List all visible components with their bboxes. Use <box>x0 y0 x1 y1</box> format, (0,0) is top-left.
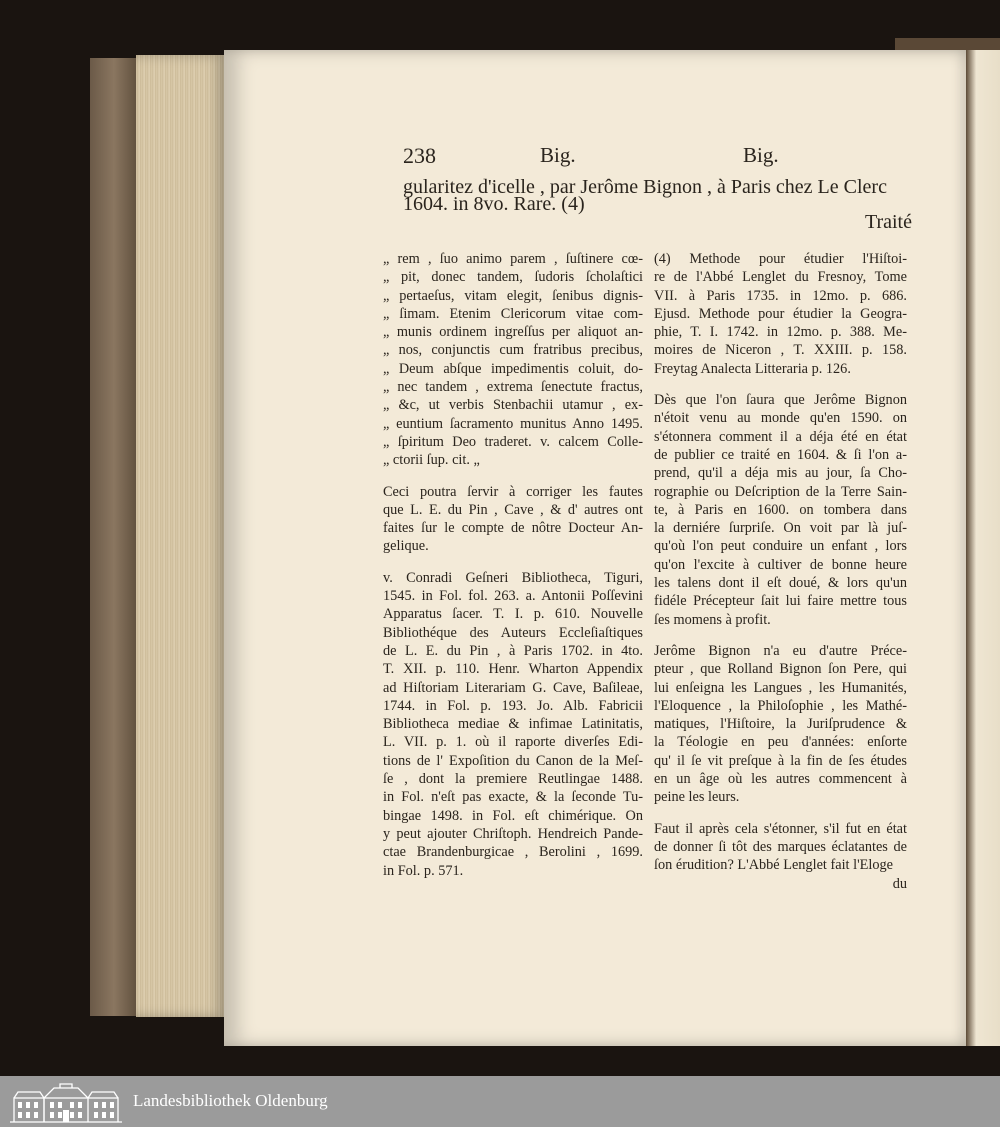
page-stack-edge <box>136 55 226 1017</box>
text-line: te, à Paris en 1600. on tombera dans <box>654 501 907 518</box>
text-line: v. Conradi Geſneri Bibliotheca, Tiguri, <box>383 569 643 586</box>
text-line: T. XII. p. 110. Henr. Wharton Appendix <box>383 661 643 678</box>
text-line: ſon érudition? L'Abbé Lenglet fait l'Eloge <box>654 857 893 874</box>
text-line: „ munis ordinem ingreſſus per aliquot an- <box>383 324 643 341</box>
text-line: ctae Brandenburgicae , Berolini , 1699. <box>383 844 643 861</box>
text-line: bingae 1498. in Fol. eſt chimérique. On <box>383 807 643 824</box>
text-line: peine les leurs. <box>654 789 740 806</box>
catchword-traite: Traité <box>864 211 912 233</box>
text-line: que L. E. du Pin , Cave , & d' autres ont <box>383 501 643 518</box>
paragraph <box>383 483 643 556</box>
text-line: Faut il après cela s'étonner, s'il fut en état <box>654 820 907 837</box>
text-line: la Téologie en peu d'années: enſorte <box>654 734 907 751</box>
library-footer-bar <box>0 1076 1000 1127</box>
text-line: la derniére ſurpriſe. On voit par là juſ- <box>654 520 907 537</box>
text-line: „ nec tandem , extrema ſenectute fractus, <box>383 379 643 396</box>
text-line: Apparatus ſacer. T. I. p. 610. Nouvelle <box>383 606 643 623</box>
text-line: Jerôme Bignon n'a eu d'autre Préce- <box>654 642 907 659</box>
text-line: pteur , que Rolland Bignon ſon Pere, qui <box>654 661 907 678</box>
text-line: 1545. in Fol. fol. 263. a. Antonii Poſſevini <box>383 588 643 605</box>
text-line: „ ſimam. Etenim Clericorum vitae com- <box>383 305 643 322</box>
text-line: fidéle Précepteur ſait lui faire mettre tous <box>654 593 907 610</box>
text-line: re de l'Abbé Lenglet du Fresnoy, Tome <box>654 269 907 286</box>
text-line: in Fol. n'eſt pas exacte, & la ſeconde Tu- <box>383 789 643 806</box>
text-line: „ Deum abſque impedimentis coluit, do- <box>383 360 643 377</box>
text-line: (4) Methode pour étudier l'Hiſtoi- <box>654 251 907 267</box>
text-line: qu'où l'on peut conduire un enfant , lors <box>654 538 907 555</box>
text-line: Bibliothéque des Auteurs Eccleſiaſtiques <box>383 624 643 641</box>
text-line: „ pit, donec tandem, ſudoris ſcholaſtici <box>383 269 643 286</box>
paragraph <box>654 391 907 629</box>
running-head-left: Big. <box>540 143 576 167</box>
text-line: qu' il ſe vit preſque à la fin de ſes études <box>654 752 907 769</box>
text-line: Bibliotheca mediae & infimae Latinitatis, <box>383 716 643 733</box>
book-cover-left <box>90 58 138 1016</box>
text-line: phie, T. I. 1742. in 12mo. p. 388. Me- <box>654 324 907 341</box>
text-line: VII. à Paris 1735. in 12mo. p. 686. <box>654 287 907 304</box>
text-line: moires de Niceron , T. XXIII. p. 158. <box>654 342 907 359</box>
text-line: de L. E. du Pin , à Paris 1702. in 4to. <box>383 642 643 659</box>
text-line: „ euntium ſacramento munitus Anno 1495. <box>383 415 643 432</box>
text-line: les talens dont il eſt doué, & lors qu'un <box>654 575 907 592</box>
text-line: „ nos, conjunctis cum fratribus precibus, <box>383 342 643 359</box>
text-line: gelique. <box>383 538 429 555</box>
text-line: n'étoit venu au monde qu'en 1590. on <box>654 410 907 427</box>
text-line: s'étonnera comment il a déja été en état <box>654 428 907 445</box>
text-line: ſes momens à profit. <box>654 611 771 628</box>
catchword-du: du <box>892 875 907 892</box>
paragraph <box>654 820 907 893</box>
text-line: matiques, l'Hiſtoire, la Juriſprudence & <box>654 716 907 733</box>
text-line: en un âge où les autres commencent à <box>654 771 907 788</box>
text-line: „ pertaeſus, vitam elegit, ſenibus dignis- <box>383 287 643 304</box>
text-line: „ ſpiritum Deo traderet. v. calcem Colle- <box>383 433 643 450</box>
text-line: prend, qu'il a déja mis au jour, ſa Cho- <box>654 465 907 482</box>
library-name: Landesbibliothek Oldenburg <box>133 1091 328 1110</box>
text-line: „ ctorii ſup. cit. „ <box>383 452 480 469</box>
text-line: Ejusd. Methode pour étudier la Geogra- <box>654 305 907 322</box>
paragraph <box>654 250 907 378</box>
page-number: 238 <box>403 143 436 168</box>
text-line: „ &c, ut verbis Stenbachii utamur , ex- <box>383 397 643 414</box>
facing-page-edge <box>966 50 1000 1046</box>
text-line: rographie ou Deſcription de la Terre Sain- <box>654 483 907 500</box>
text-line: L. VII. p. 1. où il raporte diverſes Edi- <box>383 734 643 751</box>
text-line: Dès que l'on ſaura que Jerôme Bignon <box>654 392 907 409</box>
text-line: 1744. in Fol. p. 193. Jo. Alb. Fabricii <box>383 697 643 714</box>
library-building-icon <box>8 1082 124 1124</box>
running-head-right: Big. <box>743 143 779 167</box>
text-line: Freytag Analecta Litteraria p. 126. <box>654 360 851 377</box>
text-line: „ rem , ſuo animo parem , ſuſtinere cœ- <box>383 251 643 267</box>
text-line: l'Eloquence , la Philoſophie , les Mathé- <box>654 697 907 714</box>
main-text-line-1: gularitez d'icelle , par Jerôme Bignon , à Paris chez Le Clerc <box>403 176 887 198</box>
text-line: y peut ajouter Chriſtoph. Hendreich Pande- <box>383 825 643 842</box>
text-line: de donner ſi tôt des marques éclatantes de <box>654 838 907 855</box>
paragraph <box>383 250 643 470</box>
text-line: tions de l' Expoſition du Canon de la Meſ- <box>383 752 643 769</box>
text-line: lui enſeigna les Langues , les Humanités, <box>654 679 907 696</box>
text-line: in Fol. p. 571. <box>383 862 464 879</box>
text-line: faites ſur le compte de nôtre Docteur An- <box>383 520 643 537</box>
text-line: Ceci poutra ſervir à corriger les fautes <box>383 483 643 500</box>
text-line: de publier ce traité en 1604. & ſi l'on a- <box>654 446 907 463</box>
paragraph <box>654 642 907 807</box>
text-line: ſe , dont la premiere Reutlingae 1488. <box>383 771 643 788</box>
paragraph <box>383 569 643 880</box>
text-line: qu'on l'excite à cultiver de bonne heure <box>654 556 907 573</box>
text-line: ad Hiſtoriam Literariam G. Cave, Baſileae, <box>383 679 643 696</box>
main-text-line-2: 1604. in 8vo. Rare. (4) <box>403 193 585 215</box>
right-text-column <box>654 250 907 893</box>
left-text-column <box>383 250 643 880</box>
